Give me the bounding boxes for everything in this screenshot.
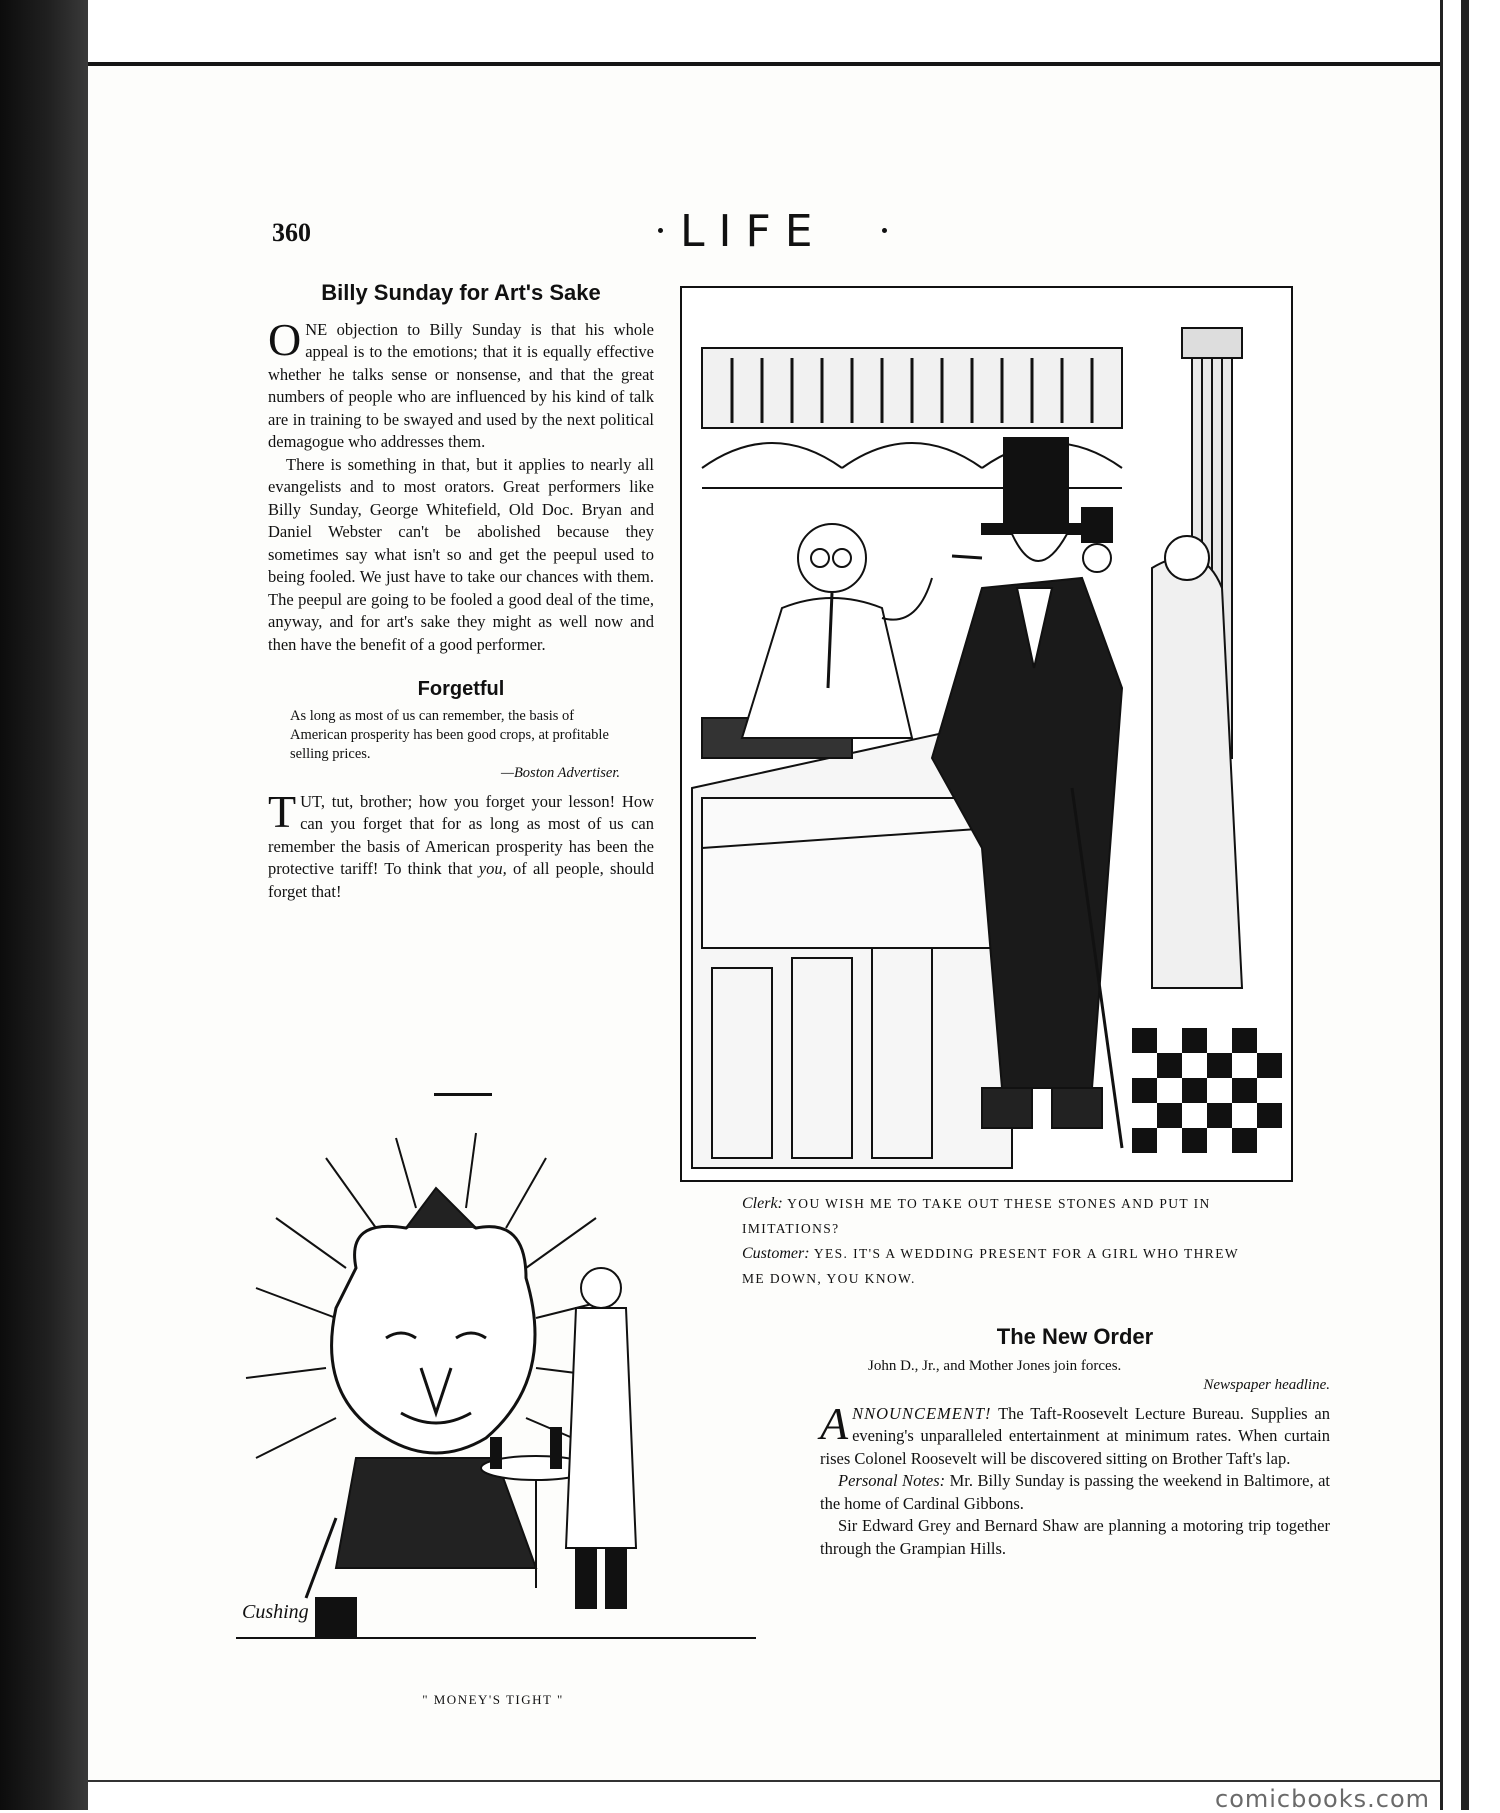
masthead-dot-left bbox=[658, 228, 663, 233]
caption-dialogue: YOU WISH ME TO TAKE OUT THESE STONES AND PUT IN IMITATIONS? bbox=[742, 1196, 1211, 1236]
article-paragraph bbox=[820, 1397, 1330, 1471]
paragraph-text: NE objection to Billy Sunday is that his whole appeal is to the emotions; that it is equally effective whether he talks sense or nonsense, and that the great numbers of people who are influenced by his kind of talk are in training to be swayed and used by the next political demagogue who addresses them. bbox=[268, 319, 654, 451]
paragraph-text: The Taft-Roosevelt Lecture Bureau. Supplies an evening's unparalleled entertainment at minimum rates. When curtain rises Colonel Roosevelt will be discovered sitting on Brother Taft's lap. bbox=[820, 1403, 1330, 1468]
left-column bbox=[268, 282, 654, 903]
announcement-caps: NNOUNCEMENT! bbox=[852, 1403, 992, 1423]
scan-binding-edge bbox=[0, 0, 88, 1810]
article-paragraph: There is something in that, but it applies to nearly all evangelists and to most orators. Great performers like Billy Sunday, George Whitefield, Old Doc. Bryan and Daniel Webster can't be abolished because they sometimes say what isn't so and get the peepul used to being fooled. We just have to take our chances with them. The peepul are going to be fooled a good deal of the time, anyway, and for art's sake they might as well now and then have the benefit of a good performer. bbox=[268, 454, 654, 654]
site-watermark: comicbooks.com bbox=[1215, 1785, 1431, 1813]
caption-speaker: Clerk: bbox=[742, 1195, 783, 1212]
masthead-title: LIFE bbox=[680, 206, 827, 257]
quote-source: —Boston Advertiser. bbox=[501, 764, 620, 781]
article-paragraph: Sir Edward Grey and Bernard Shaw are planning a motoring trip together through the Grampian Hills. bbox=[820, 1516, 1330, 1558]
epigraph-quote bbox=[868, 1357, 1330, 1395]
drop-cap: O bbox=[268, 313, 302, 365]
jeweler-cartoon-caption bbox=[742, 1191, 1254, 1291]
quote-source: Newspaper headline. bbox=[1203, 1376, 1330, 1393]
paragraph-text: of all people, should forget that! bbox=[268, 859, 654, 901]
article-headline: Forgetful bbox=[417, 678, 505, 700]
section-divider bbox=[434, 1093, 492, 1096]
new-order-article bbox=[820, 1326, 1330, 1560]
article-headline: Billy Sunday for Art's Sake bbox=[321, 280, 601, 305]
article-headline: The New Order bbox=[996, 1324, 1154, 1349]
quote-text: John D., Jr., and Mother Jones join forces. bbox=[868, 1357, 1122, 1374]
masthead-dot-right bbox=[882, 228, 887, 233]
svg-text:Cushing: Cushing bbox=[242, 1601, 309, 1623]
page-number: 360 bbox=[272, 218, 311, 247]
page-edge-stripe bbox=[1461, 0, 1469, 1810]
money-bag-illustration bbox=[236, 1128, 756, 1678]
quote-text: As long as most of us can remember, the basis of American prosperity has been good crops, at profitable selling prices. bbox=[290, 707, 609, 762]
article-paragraph bbox=[820, 1470, 1330, 1515]
jeweler-cartoon-illustration bbox=[682, 288, 1291, 1180]
caption-dialogue: YES. IT'S A WEDDING PRESENT FOR A GIRL WHO THREW ME DOWN, YOU KNOW. bbox=[742, 1246, 1239, 1286]
scan-top-edge bbox=[88, 0, 1500, 68]
epigraph-quote bbox=[290, 707, 630, 783]
emphasis-text: you, bbox=[478, 859, 507, 878]
money-cartoon bbox=[236, 1128, 756, 1678]
scan-right-edge bbox=[1440, 0, 1500, 1810]
paragraph-text: UT, tut, brother; how you forget your lesson! How can you forget that for as long as most of us can remember the basis of American prosperity has been the protective tariff! To think that bbox=[268, 791, 654, 878]
drop-cap: T bbox=[268, 785, 297, 837]
article-paragraph bbox=[268, 785, 654, 904]
caption-speaker: Customer: bbox=[742, 1245, 810, 1262]
drop-cap: A bbox=[820, 1397, 849, 1449]
money-cartoon-caption: " MONEY'S TIGHT " bbox=[422, 1692, 564, 1707]
paragraph-label: Personal Notes: bbox=[838, 1471, 946, 1490]
article-paragraph bbox=[268, 313, 654, 454]
paragraph-text: Mr. Billy Sunday is passing the weekend in Baltimore, at the home of Cardinal Gibbons. bbox=[820, 1471, 1330, 1513]
cartoon-jeweler-frame bbox=[680, 286, 1293, 1182]
